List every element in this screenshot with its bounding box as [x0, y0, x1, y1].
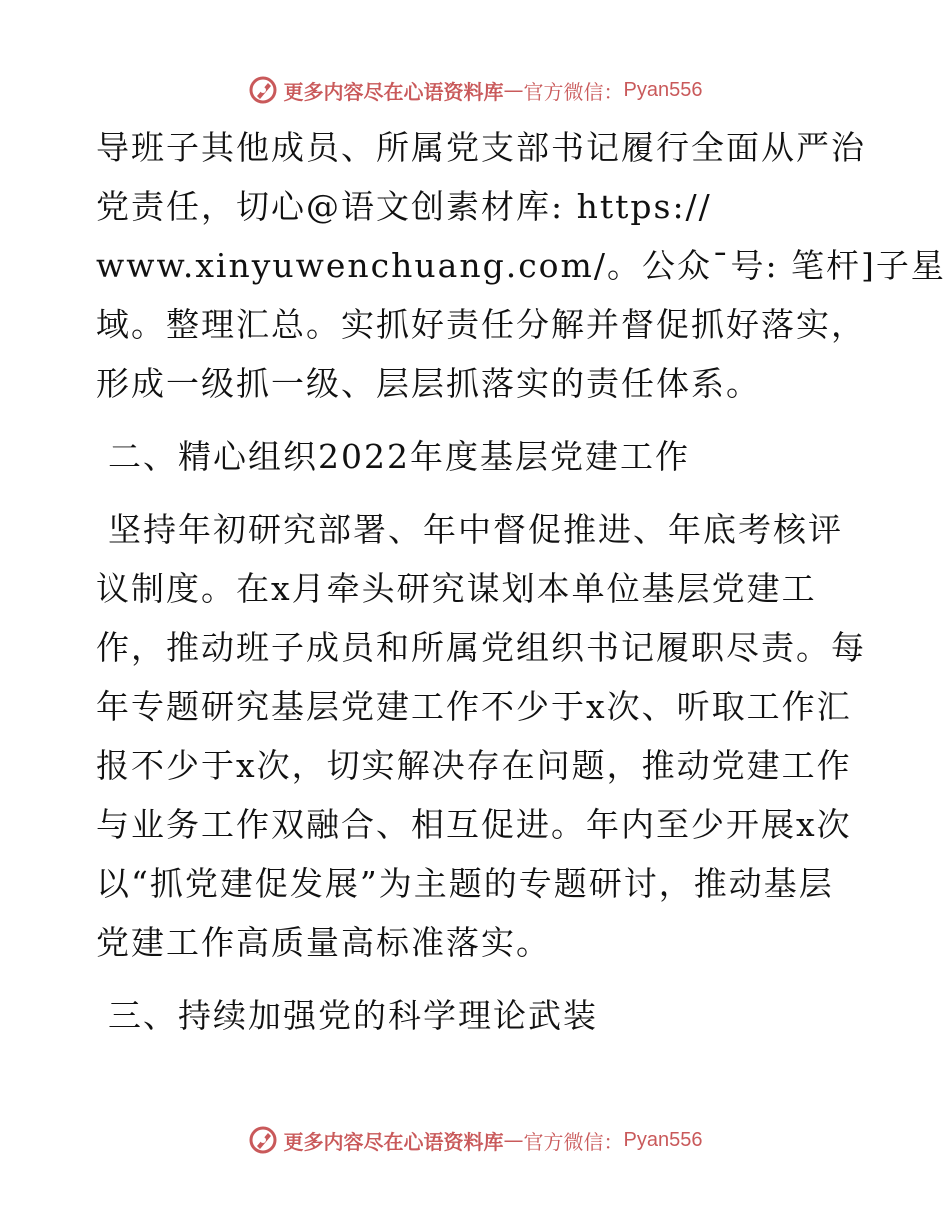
para1-line: www.xinyuwenchuang.com/。公众¯号: 笔杆]子星: [96, 246, 946, 285]
para2-line: 年专题研究基层党建工作不少于x次、听取工作汇: [96, 687, 852, 726]
footer-separator: —: [503, 1128, 524, 1152]
section-heading-2: 二、精心组织2022年度基层党建工作: [108, 437, 690, 476]
para2-line: 作，推动班子成员和所属党组织书记履职尽责。每: [96, 628, 866, 667]
page-footer: [0, 1120, 950, 1160]
page-header: [0, 70, 950, 110]
brand-logo-icon: [248, 1125, 278, 1155]
header-wechat-label: 官方微信：: [523, 79, 624, 104]
footer-wechat-label: 官方微信：: [523, 1129, 624, 1154]
para2-line: 以“抓党建促发展”为主题的专题研讨，推动基层: [96, 864, 834, 903]
para2-line: 报不少于x次，切实解决存在问题，推动党建工作: [96, 746, 852, 785]
para2-line: 坚持年初研究部署、年中督促推进、年底考核评: [108, 510, 843, 549]
header-separator: —: [503, 78, 524, 102]
para1-line: 域。整理汇总。实抓好责任分解并督促抓好落实，: [96, 305, 866, 344]
para1-line: 党责任，切心@语文创素材库: https://: [96, 187, 712, 226]
para2-line: 议制度。在x月牵头研究谋划本单位基层党建工: [96, 569, 817, 608]
para2-line: 与业务工作双融合、相互促进。年内至少开展x次: [96, 805, 852, 844]
para1-line: 导班子其他成员、所属党支部书记履行全面从严治: [96, 128, 866, 167]
para2-line: 党建工作高质量高标准落实。: [96, 923, 551, 962]
header-wechat-id: Pyan556: [623, 78, 703, 101]
document-body: [96, 118, 946, 1045]
header-brand-text: 更多内容尽在心语资料库: [283, 79, 504, 104]
footer-wechat-id: Pyan556: [623, 1128, 703, 1151]
brand-logo-icon: [248, 75, 278, 105]
section-heading-3: 三、持续加强党的科学理论武装: [108, 996, 598, 1035]
footer-brand-text: 更多内容尽在心语资料库: [283, 1129, 504, 1154]
para1-line: 形成一级抓一级、层层抓落实的责任体系。: [96, 364, 761, 403]
